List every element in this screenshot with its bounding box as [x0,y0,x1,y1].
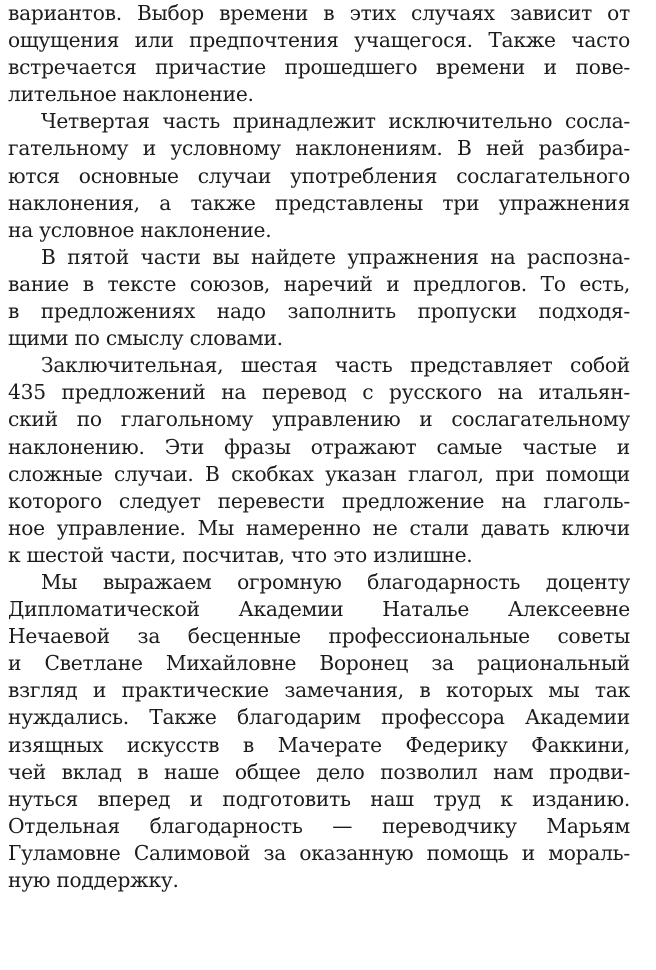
text-line: ощущения или предпочтения учащегося. Также часто [8,28,630,53]
text-line: взгляд и практические замечания, в которых мы так [8,678,630,703]
text-line: наклонению. Эти фразы отражают самые частые и [8,434,630,459]
text-line: вариантов. Выбор времени в этих случаях зависит от [8,1,630,25]
text-line: в предложениях надо заполнить пропуски подходя- [8,299,630,324]
document-page [8,0,630,894]
text-line: Дипломатической Академии Наталье Алексеевне [8,597,630,622]
text-line: к шестой части, посчитав, что это излишне. [8,542,473,567]
paragraph-5 [8,569,630,894]
text-line: наклонения, а также представлены три упражнения [8,190,630,215]
text-line: чей вклад в наше общее дело позволил нам продви- [8,759,630,784]
paragraph-2 [8,108,630,243]
text-line: ются основные случаи употребления сослагательного [8,163,630,188]
paragraph-1 [8,0,630,108]
text-line: на условное наклонение. [8,217,272,242]
text-line: Отдельная благодарность — переводчику Марьям [8,813,630,838]
text-line: щими по смыслу словами. [8,326,283,351]
text-line: Нечаевой за бесценные профессиональные советы [8,624,630,649]
paragraph-3 [8,244,630,352]
text-line: ную поддержку. [8,868,179,892]
text-line: изящных искусств в Мачерате Федерику Факкини, [8,732,630,757]
text-line: и Светлане Михайловне Воронец за рациональный [8,651,630,676]
text-line: нуться вперед и подготовить наш труд к изданию. [8,786,630,811]
text-line: которого следует перевести предложение на глаголь- [8,488,630,513]
text-line: нуждались. Также благодарим профессора Академии [8,705,630,730]
text-line: Гуламовне Салимовой за оказанную помощь и мораль- [8,840,630,865]
text-line: ное управление. Мы намеренно не стали давать ключи [8,515,630,540]
text-line: встречается причастие прошедшего времени и пове- [8,55,630,80]
text-line: ский по глагольному управлению и сослагательному [8,407,630,432]
text-line: 435 предложений на перевод с русского на итальян- [8,380,630,405]
text-line: Заключительная, шестая часть представляет собой [41,353,630,378]
text-line: Мы выражаем огромную благодарность доценту [41,569,630,594]
text-line: гательному и условному наклонениям. В ней разбира- [8,136,630,161]
text-line: сложные случаи. В скобках указан глагол, при помощи [8,461,630,486]
text-line: вание в тексте союзов, наречий и предлогов. То есть, [8,271,630,296]
text-line: Четвертая часть принадлежит исключительно сосла- [41,109,630,134]
paragraph-4 [8,352,630,569]
text-line: В пятой части вы найдете упражнения на распозна- [41,244,630,269]
text-line: лительное наклонение. [8,82,254,107]
